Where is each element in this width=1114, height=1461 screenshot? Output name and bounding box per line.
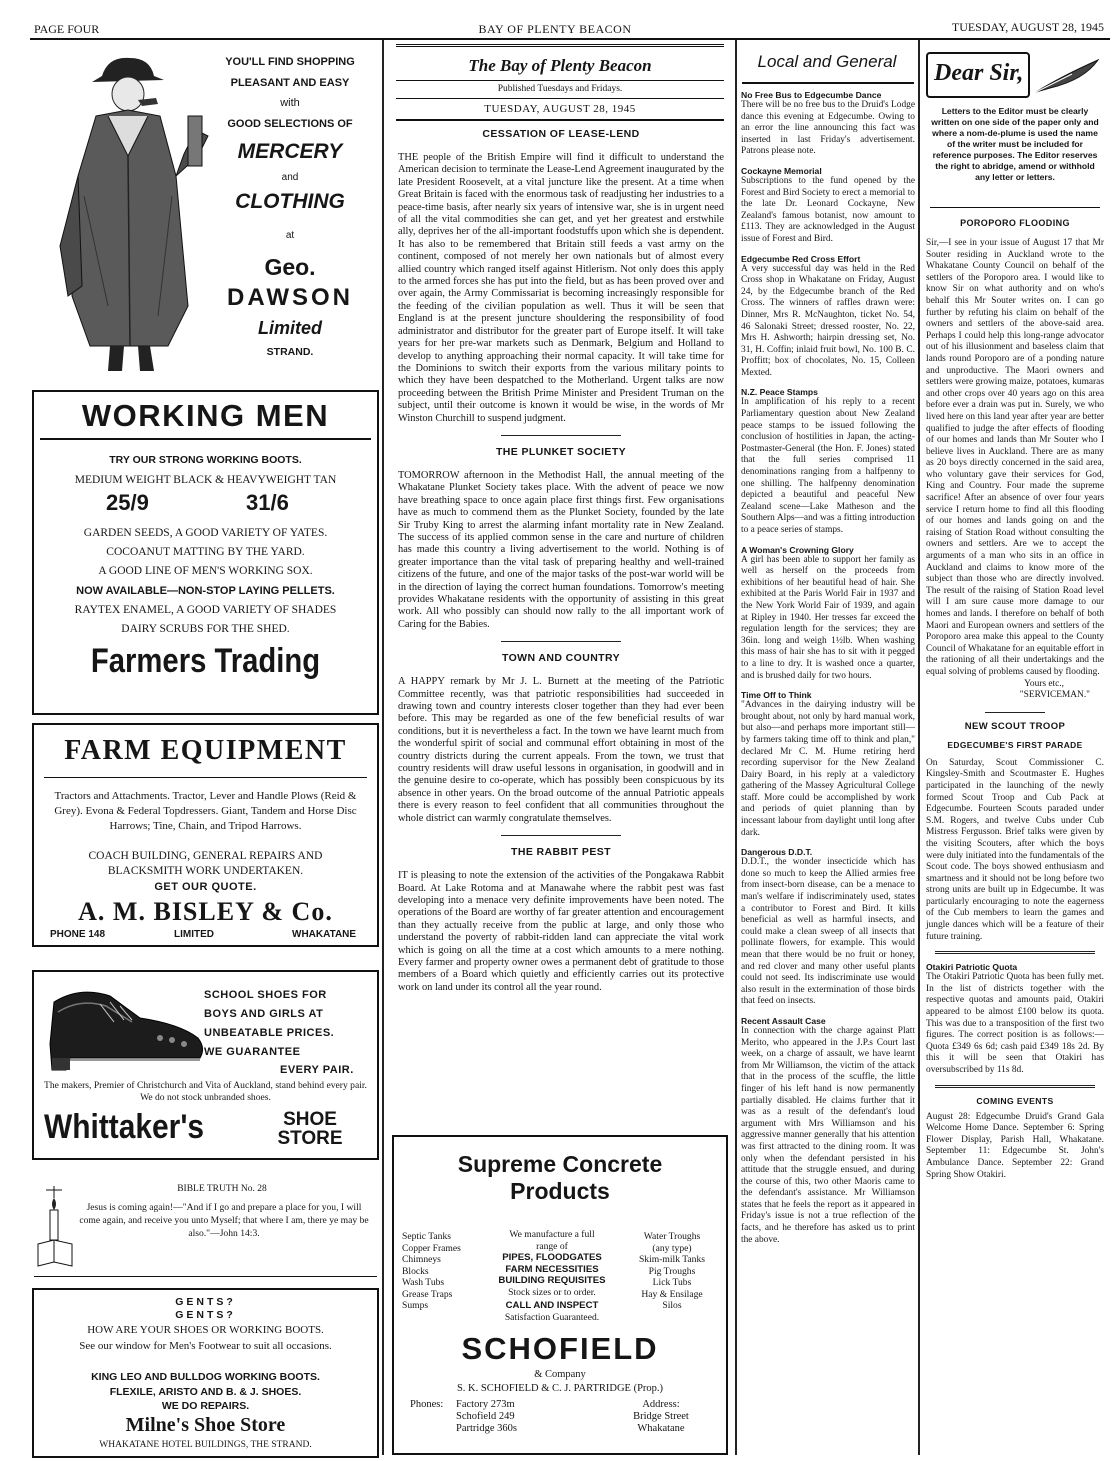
concrete-item: Sumps	[402, 1300, 429, 1311]
shoe-ad-line: SCHOOL SHOES FOR	[204, 989, 327, 1001]
coach-building-line: COACH BUILDING, GENERAL REPAIRS AND BLACKSMITH WORK UNDERTAKEN.	[88, 850, 323, 877]
milne-see-line: See our window for Men's Footwear to suit all occasions.	[79, 1340, 332, 1352]
divider	[742, 82, 914, 84]
shoe-ad-line: EVERY PAIR.	[280, 1064, 354, 1076]
address-label: Address:	[642, 1399, 680, 1410]
quill-icon	[1032, 56, 1102, 96]
whittakers-brand: Whittaker's	[44, 1108, 205, 1146]
events-body: August 28: Edgecumbe Druid's Grand Gala Welcome Home Dance. September 6: Spring Flower Display, Parish Hall, Whakatane. September 11: Edgecumbe St. John's Ambulance Dance. September 22: Grand Spring Show Otakiri.	[926, 1111, 1104, 1180]
milne-line: WE DO REPAIRS.	[161, 1400, 250, 1412]
boots-line: TRY OUR STRONG WORKING BOOTS.	[109, 454, 302, 466]
newspaper-name: BAY OF PLENTY BEACON	[478, 22, 632, 36]
divider	[34, 1276, 377, 1277]
column-divider	[735, 40, 737, 1455]
working-men-title: WORKING MEN	[81, 398, 330, 433]
news-body: Subscriptions to the fund opened by the Forest and Bird Society to erect a memorial to the late Dr. Leonard Cockayne, New Zealand's famous botanist, now amount to £113. They are acknowledged in the August issue of Forest and Bird.	[741, 175, 915, 244]
dawson-name: DAWSON	[227, 284, 353, 311]
concrete-item: Water Troughs	[643, 1231, 701, 1242]
bible-title: BIBLE TRUTH No. 28	[177, 1184, 267, 1194]
letter-body: Sir,—I see in your issue of August 17 that Mr Souter residing in Auckland wrote to the Whakatane County Council on behalf of the settlers of the Poroporo area. I would like to know Sir on what authority and on who's behalf this Mr Souter writes on. I can go further by refuting his claim on behalf of the owners and settlers of the above-said area. Perhaps I could help this long-range advocator out of his illusionment and baseless claim that lands round Poroporo are of a ponding nature and unproductive. The Maori owners and settlers were growing maize, potatoes, kumaras and other crops over 40 years ago on this area before ever a drain was put in. Surely, we who lived here on this land year after year are better qualified to judge the after effects of flooding of our homes and lands than Mr Souter who I believe lives in Auckland. There are as many as 20 boys directly concerned in the said area, who voluntary gave their services for God, King and Country. Four made the supreme sacrifice! After an absence of over four years service I return home to find all this flooding of our homes and lands going on and the raising of Station Road without consulting the owners and settlers. Are we to accept the arguments of a man who sits in an office in Auckland and claims to know more of the subject than those who are directly involved. The result of the raising of Station Road level will I am sure cause more damage to our homes and lands. I therefore on behalf of both Maori and European owners and settlers of the Poroporo area make this appeal to the County Council of Whakatane for an equitable effort in the rationing of all their undertakings and the equal solving of problems caused by flooding.	[926, 238, 1104, 677]
candle-and-book-icon	[36, 1184, 74, 1268]
concrete-item: We manufacture a full	[509, 1229, 595, 1240]
bisley-town: WHAKATANE	[292, 929, 357, 940]
otakiri-body: The Otakiri Patriotic Quota has been fully met. In the list of districts together with the respective quotas and amounts paid, Otakiri appeared to be almost £100 below its quota. This was due to a transposition of the first two figures. The correct position is as follows:—Quota £349 6s 6d; cash paid £349 18s 2d. By this it will be seen that Otakiri has oversubscribed by 11s 8d.	[926, 972, 1104, 1075]
divider	[501, 435, 621, 436]
shoe-word: SHOE	[283, 1109, 337, 1130]
concrete-item: Lick Tubs	[652, 1277, 692, 1288]
concrete-item: Chimneys	[402, 1254, 441, 1265]
phone-number: Schofield 249	[456, 1411, 515, 1422]
farmers-line: A GOOD LINE OF MEN'S WORKING SOX.	[98, 565, 313, 578]
divider	[985, 712, 1045, 713]
concrete-item: Skim-milk Tanks	[638, 1254, 706, 1265]
shoe-illustration	[40, 982, 210, 1074]
mercery-line: PLEASANT AND EASY	[230, 76, 350, 89]
concrete-item: Wash Tubs	[402, 1277, 445, 1288]
page-header	[0, 0, 1114, 38]
news-heading: N.Z. Peace Stamps	[741, 387, 818, 398]
editorial-heading: THE PLUNKET SOCIETY	[495, 445, 627, 458]
strand-text: STRAND.	[266, 346, 314, 358]
news-heading: Time Off to Think	[741, 690, 812, 701]
masthead-date: TUESDAY, AUGUST 28, 1945	[484, 103, 636, 115]
divider	[40, 438, 371, 440]
news-body: "Advances in the dairying industry will be brought about, not only by hard manual work, but also—and perhaps more important still—by farmers taking time off to think and plan," declared Mr C. M. Hume retiring herd recording supervisor for the New Zealand Dairy Board, in his reply at a valedictory gathering of the Massey Agricultural College staff. More could be accomplished by work and periods of quiet planning than by incessant labour from daylight until long after dark.	[741, 700, 915, 838]
bisley-name: A. M. BISLEY & Co.	[78, 897, 333, 926]
address-line: Whakatane	[637, 1423, 685, 1434]
scout-heading: NEW SCOUT TROOP	[964, 720, 1066, 732]
dear-sir-banner	[926, 52, 1030, 98]
editorial-heading: CESSATION OF LEASE-LEND	[482, 128, 640, 140]
medium-weight-line: MEDIUM WEIGHT BLACK & HEAVYWEIGHT TAN	[74, 474, 337, 486]
price-black: 25/9	[106, 490, 149, 515]
column-divider	[918, 40, 920, 1455]
concrete-item: (any type)	[652, 1242, 692, 1254]
milnes-shoe-store-ad	[32, 1288, 379, 1458]
editorial-column	[398, 128, 724, 994]
shoe-ad-line: BOYS AND GIRLS AT	[204, 1007, 324, 1020]
gents-line: GENTS?	[175, 1309, 236, 1321]
news-heading: Edgecumbe Red Cross Effort	[741, 253, 861, 264]
store-word: STORE	[277, 1128, 343, 1149]
news-body: There will be no free bus to the Druid's Lodge dance this evening at Edgecumbe. Owing to an error the line announcing this fact was inserted in last Friday's advertisement. Patrons please note.	[741, 100, 915, 157]
local-general-column	[741, 90, 915, 1246]
masthead-title: The Bay of Plenty Beacon	[468, 56, 652, 75]
otakiri-heading: Otakiri Patriotic Quota	[926, 962, 1018, 973]
farmers-trading-brand: Farmers Trading	[90, 642, 321, 680]
local-general-title: Local and General	[757, 52, 897, 71]
schofield-concrete-ad	[392, 1135, 728, 1455]
schofield-company: & Company	[534, 1369, 586, 1380]
bisley-phone: PHONE 148	[50, 929, 106, 940]
mercery-at: at	[285, 230, 295, 241]
header-date: TUESDAY, AUGUST 28, 1945	[951, 20, 1104, 34]
farmers-line: COCOANUT MATTING BY THE YARD.	[106, 546, 305, 559]
price-tan: 31/6	[246, 490, 289, 515]
dear-sir-text: Dear Sir,	[934, 60, 1024, 86]
farm-equipment-ad	[32, 723, 379, 947]
concrete-item: CALL AND INSPECT	[505, 1300, 599, 1311]
concrete-item: Blocks	[402, 1265, 429, 1277]
letters-column	[926, 218, 1104, 1181]
farmers-line: GARDEN SEEDS, A GOOD VARIETY OF YATES.	[83, 527, 328, 539]
divider	[396, 119, 724, 121]
farmers-line: DAIRY SCRUBS FOR THE SHED.	[121, 623, 290, 636]
concrete-item: Copper Frames	[402, 1242, 461, 1254]
letter-heading: POROPORO FLOODING	[960, 218, 1070, 228]
concrete-item: Silos	[662, 1300, 682, 1311]
editorial-body: A HAPPY remark by Mr J. L. Burnett at the meeting of the Patriotic Committee recently, was that patriotic responsibilities had succeeded in drawing town and country interests closer together than they had ever been before. This may be regarded as one of the few beneficial results of war conditions, but it is nevertheless a fact. In the town we have learnt much from the wonderful spirit of social and communal effort obtaining in most of the country districts during the current appeals. From the town, we trust that country residents will draw useful lessons in organisation, in goodwill and in the genuine desire to co-operate, which has possibly been conspicuous by its absence in other years. On the broad outcome of the annual Patriotic appeals there is every reason to feel confident that all communities throughout the whole district can warmly congratulate themselves.	[398, 676, 724, 824]
milne-line: KING LEO AND BULLDOG WORKING BOOTS.	[91, 1371, 320, 1383]
bible-truth-box	[32, 1180, 379, 1276]
milne-how-line: HOW ARE YOUR SHOES OR WORKING BOOTS.	[87, 1324, 324, 1336]
scout-subheading: EDGECUMBE'S FIRST PARADE	[947, 739, 1083, 750]
editorial-heading: TOWN AND COUNTRY	[501, 652, 620, 665]
gents-line: GENTS?	[175, 1296, 236, 1308]
whittakers-shoe-ad	[32, 970, 379, 1160]
phones-label: Phones:	[410, 1399, 444, 1410]
divider	[501, 641, 621, 642]
concrete-item: range of	[536, 1240, 568, 1252]
letter-yours: Yours etc.,	[1024, 678, 1064, 689]
masthead-rule	[396, 44, 724, 47]
farmers-trading-ad	[32, 390, 379, 715]
divider	[44, 777, 367, 778]
news-body: In amplification of his reply to a recent Parliamentary question about New Zealand peace stamps to be issued following the conclusion of hostilities in Japan, the acting-Postmaster-General (the Hon. F. Jones) stated that the full series comprised 11 denominations ranging from a halfpenny to one shilling. The halfpenny denomination depicted a beautiful and peaceful New Zealand scene—Lake Matheson and the Southern Alps—and was a fitting introduction to a peace series of stamps.	[741, 397, 915, 535]
mercery-and: and	[281, 172, 299, 183]
mercery-line: YOU'LL FIND SHOPPING	[225, 56, 355, 68]
masthead-published: Published Tuesdays and Fridays.	[497, 84, 623, 94]
news-body: A girl has been able to support her family as well as herself on the proceeds from exhibitions of her beautiful head of hair. She exhibited at the Paris World Fair in 1937 and the New York World Fair of 1939, and again at Ripley in 1940. Her tresses far exceed the regulation length for the services; they are 36in. long and weigh 1½lb. When washing this mass of hair she has to sit with it pegged to a line to dry. It is washed once a quarter, and is brushed daily for two hours.	[741, 554, 915, 681]
concrete-item: Stock sizes or to order.	[508, 1286, 596, 1298]
get-quote-line: GET OUR QUOTE.	[154, 881, 257, 893]
divider	[396, 80, 724, 81]
news-heading: Dangerous D.D.T.	[741, 847, 813, 858]
mercery-heading: MERCERY	[237, 140, 343, 163]
concrete-title: Products	[510, 1178, 610, 1204]
concrete-item: Septic Tanks	[402, 1231, 451, 1242]
milne-address: WHAKATANE HOTEL BUILDINGS, THE STRAND.	[99, 1440, 312, 1450]
concrete-item: Hay & Ensilage	[641, 1288, 703, 1300]
events-heading: COMING EVENTS	[976, 1095, 1054, 1106]
news-heading: Cockayne Memorial	[741, 165, 822, 176]
mercery-line: GOOD SELECTIONS OF	[227, 117, 353, 130]
divider	[396, 98, 724, 99]
mercery-ad	[30, 42, 380, 382]
geo-text: Geo.	[264, 254, 316, 280]
editorial-body: TOMORROW afternoon in the Methodist Hall, the annual meeting of the Whakatane Plunket Society takes place. With the advent of peace we now have breathing space to once again place first things first. Few organisations have as much to commend them as the Plunket Society, founded by the late Sir Truby King to arrest the alarming infant mortality rate in New Zealand. The success of its applied common sense in the care and nurture of children has made this country a living advertisement to the world. Nothing is of greater importance than the vital task of preparing healthy and well-trained citizens of the future, and one of the major tasks of the post-war world will be in the direction of laying the correct human foundations. Tomorrow's meeting provides Whakatane residents with the opportunity of assisting in this great work. All who possibly can should now rally to the all important work of Caring for the Babies.	[398, 469, 724, 630]
editorial-body: THE people of the British Empire will find it difficult to understand the American decision to terminate the Lease-Lend Agreement inaugurated by the late President Roosevelt, at a vital juncture like the present. At a time when Great Britain is faced with the enormous task of readjusting her industries to a peace-time basis, after nearly six years of intensive war, she is in urgent need of all the vital commodities she can get, and yet her greatest and erstwhile ally, deprives her of the all-important foodstuffs upon which she is dependent. It has also to be remembered that Britain still feeds a vast army on the continent, composed of not merely her own nationals but of almost every allied country which ranged itself against Hitlerism. Not only does this apply to the armed forces she has put into the field, but as has been proved over and over again, the Army Commissariat is becoming increasingly responsible for the feeding of the civilian population as well. Thus it will be seen that England is at the present juncture shouldering the responsibility of food administrator and distributor for the greater part of Europe itself. It will take years for her pre-war markets such as Denmark, Belgium and Holland to develop to anything approaching their normal capacity. It will take time for the Dominions to switch their exports from the various military points to which they have been despatched to the Motherland. Urgent talks are now proceeding between the British Prime Minister and President Truman on the subject, until their outcome is known it would be wise, in the words of Mr Winston Churchill to suspend judgment.	[398, 152, 724, 424]
column-divider	[382, 40, 384, 1455]
schofield-brand: SCHOFIELD	[461, 1331, 659, 1366]
phone-number: Partridge 360s	[456, 1423, 517, 1434]
concrete-title: Supreme Concrete	[457, 1151, 663, 1177]
news-heading: No Free Bus to Edgecumbe Dance	[741, 90, 882, 100]
shoe-ad-line: UNBEATABLE PRICES.	[204, 1026, 335, 1039]
schofield-props: S. K. SCHOFIELD & C. J. PARTRIDGE (Prop.)	[456, 1383, 664, 1394]
man-in-overcoat-illustration	[38, 46, 214, 376]
page-number: PAGE FOUR	[34, 22, 100, 36]
letter-signature: "SERVICEMAN."	[1019, 690, 1090, 701]
news-body: In connection with the charge against Platt Merito, who appeared in the J.P.s Court last week, on a charge of assault, we have learnt from Mr Williamson, the victim of the attack that in the process of the scuffle, the little finger of his left hand is now permanently partially disabled. He claims further that it was as a result of the defendant's loud argument with Mrs Williamson and his aggressive manner generally that his attention was first attracted to the dining room. It was only when the defendant persisted in his attitude that the struggle ensued, and during the course of this, two other Maoris came to the defendant's assistance. Mr Williamson states that he feels the report as it appeared in Friday's issue is not a true reflection of the facts, and he therefore has asked us to print the above.	[741, 1025, 915, 1245]
farmers-line: NOW AVAILABLE—NON-STOP LAYING PELLETS.	[76, 584, 335, 597]
divider	[930, 207, 1100, 208]
divider	[935, 1085, 1095, 1088]
concrete-item: Satisfaction Guaranteed.	[504, 1311, 600, 1323]
editorial-heading: THE RABBIT PEST	[511, 846, 611, 859]
clothing-heading: CLOTHING	[235, 190, 345, 213]
farmers-line: RAYTEX ENAMEL, A GOOD VARIETY OF SHADES	[74, 603, 337, 616]
divider	[501, 835, 621, 836]
farm-equipment-body: Tractors and Attachments. Tractor, Lever and Handle Plows (Reid & Grey). Evona & Federal Topdressers. Giant, Tandem and Horse Disc Harrows; Tine, Chain, and Tripod Harrows.	[54, 790, 357, 832]
shoe-ad-makers: The makers, Premier of Christchurch and Vita of Auckland, stand behind every pair. We do not stock unbranded shoes.	[44, 1080, 367, 1103]
concrete-item: Pig Troughs	[648, 1265, 696, 1277]
letters-notice: Letters to the Editor must be clearly written on one side of the paper only and where a nom-de-plume is used the name of the writer must be included for reference purposes. The Editor reserves the right to abridge, amend or withhold any letter or letters.	[931, 106, 1099, 182]
news-heading: Recent Assault Case	[741, 1015, 826, 1026]
concrete-item: PIPES, FLOODGATES	[502, 1252, 602, 1263]
news-body: D.D.T., the wonder insecticide which has done so much to keep the Allied armies free from insect-born disease, can be a menace to man's welfare if indiscriminately used, states a contributor to Forest and Bird. It kills beneficial as well as harmful insects, and could make a clean sweep of all insects that pollinate flowers, for example. This would mean that there would be no fruit or honey, and red clover and many other useful plants could not seed. Its indiscriminate use would also result in the extermination of those birds that feed on insects.	[741, 857, 915, 1007]
limited-text: Limited	[257, 318, 322, 338]
header-rule	[30, 38, 1110, 40]
farm-equipment-title: FARM EQUIPMENT	[64, 735, 347, 766]
address-line: Bridge Street	[633, 1411, 689, 1422]
bisley-limited: LIMITED	[174, 929, 214, 940]
news-body: A very successful day was held in the Red Cross shop in Whakatane on Friday, August 24, by the Edgecumbe branch of the Red Cross. The winners of raffles drawn were: Dinner, Mrs R. McNaughton, ticket No. 54, 46 Salonaki Street; dressed rooster, No. 22, Mrs H. Ashworth; hairpin dressing set, No. 31, H. Coffin; inlaid fruit bowl, No. 100 B. C. Proffitt; box of chocolates, No. 15, Colleen Mexted.	[741, 263, 915, 378]
news-heading: A Woman's Crowning Glory	[741, 544, 854, 555]
phone-number: Factory 273m	[456, 1399, 515, 1410]
concrete-item: Grease Traps	[402, 1288, 453, 1300]
bible-text: Jesus is coming again!—"And if I go and prepare a place for you, I will come again, and receive you unto Myself; that where I am, there ye may be also."—John 14:3.	[79, 1202, 369, 1239]
editorial-body: IT is pleasing to note the extension of the activities of the Pongakawa Rabbit Board. At Lake Rotoma and at Manawahe where the rabbit pest was fast developing into a menace very definite improvements have been noted. The operations of the Board are worthy of far greater attention and encouragement than they actually receive from the public at large, and only those who understand the poverty of rabbit-ridden land can appreciate the vital work which is going on all the time at a cost which amounts to a mere nothing. Every farmer and property owner owes a permanent debt of gratitude to those members of a Board which quietly and efficiently carries out its protective work on land under its control all the year round.	[398, 870, 724, 993]
concrete-item: BUILDING REQUISITES	[498, 1275, 606, 1286]
mercery-line: with	[280, 97, 300, 109]
milne-line: FLEXILE, ARISTO AND B. & J. SHOES.	[109, 1385, 302, 1398]
shoe-ad-line: WE GUARANTEE	[204, 1046, 301, 1058]
scout-body: On Saturday, Scout Commissioner C. Kingsley-Smith and Scoutmaster E. Hughes participated in the launching of the newly formed Scout Troop and Cub Pack at Edgecumbe. Fourteen Scouts paraded under S.M. Rogers, and twelve Cubs under Cub Mistress Fergusson. Brief talks were given by the visiting Scouters, after which the boys were duly initiated into the fundamentals of the Scout code. The boys showed enthusiasm and smartness and it should not be long before two strong units are built up in Edgecumbe. It was particularly encouraging to note the eagerness of the Cub members to learn the games and jungle dances which will be a feature of their future training.	[926, 757, 1104, 942]
concrete-item: FARM NECESSITIES	[505, 1263, 599, 1275]
milnes-brand: Milne's Shoe Store	[125, 1414, 286, 1436]
divider	[935, 951, 1095, 954]
